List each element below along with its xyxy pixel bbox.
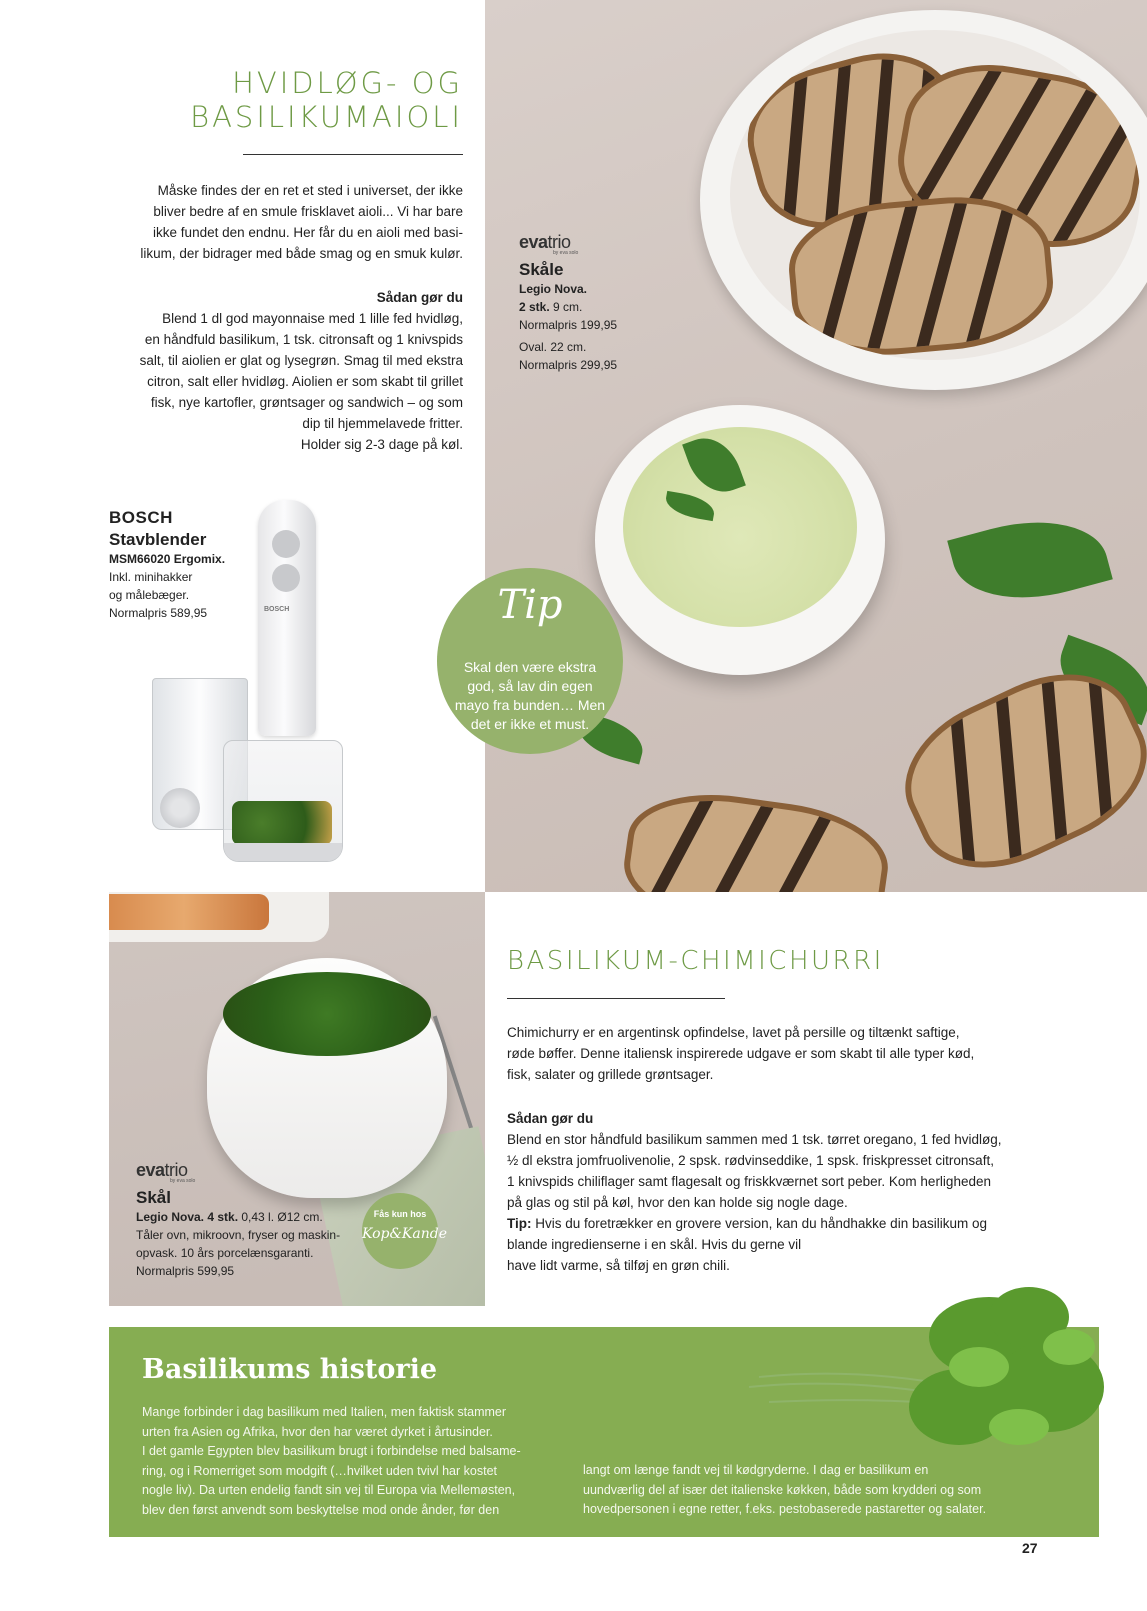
aioli-method: Blend 1 dl god mayonnaise med 1 lille fed hvidløg, en håndfuld basilikum, 1 tsk. citronsaft og 1 knivspids salt, til aiolien er glat og lysegrøn. Smag til med ekstra citron, salt eller hvidløg. Aiolien er som skabt til grillet fisk, nye kartofler, grøntsager og sandwich – og som dip til hjemmelavede fritter. Holder sig 2-3 dage på køl. [139, 311, 463, 452]
photo-aioli-bread [485, 0, 1147, 892]
history-col1: Mange forbinder i dag basilikum med Italien, men faktisk stammer urten fra Asien og Afrika, hvor den har været dyrket i årtusinder. I det gamle Egypten blev basilikum brugt i forbindelse med balsame- ring, og i Romerriget som modgift (…hvilket uden tvivl har kostet nogle liv). Da urten endelig fandt sin vej til Europa via Mellemøsten, blev den først anvendt som beskyttelse mod onde ånder, før den [142, 1405, 521, 1517]
aioli-title-rule [243, 154, 463, 155]
aioli-title [63, 66, 463, 134]
aioli-method-heading: Sådan gør du [376, 290, 463, 305]
product-skal: evatrio by eva solo Skål Legio Nova. 4 stk. 0,43 l. Ø12 cm. Tåler ovn, mikroovn, fryser og maskin- opvask. 10 års porcelænsgaranti. Normalpris 599,95 [136, 1160, 366, 1280]
chimichurri-intro: Chimichurry er en argentinsk opfindelse, lavet på persille og tiltænkt saftige, røde bøffer. Denne italiensk inspirerede udgave er som skabt til alle typer kød, fisk, salater og grillede grøntsager. [507, 1025, 975, 1082]
tip-title: Tip [497, 582, 563, 628]
evatrio-logo: evatrio [136, 1160, 188, 1180]
chimichurri-title: BASILIKUM-CHIMICHURRI [507, 946, 884, 976]
product-name: Skåle [519, 260, 564, 279]
aioli-title-line: HVIDLØG- OG [232, 66, 463, 100]
history-col2: langt om længe fandt vej til kødgryderne. I dag er basilikum en uundværlig del af især det italienske køkken, både som krydderi og som hovedpersonen i egne retter, f.eks. pestobaserede pastaretter og salater. [583, 1463, 987, 1516]
chopper-blade [160, 788, 200, 828]
kopkande-badge: Fås kun hos Kop&Kande [362, 1193, 438, 1269]
aioli-sauce [623, 427, 857, 627]
bosch-logo: BOSCH [109, 508, 173, 527]
basil-leaf [947, 502, 1113, 618]
product-name: Stavblender [109, 530, 207, 549]
product-name: Skål [136, 1188, 171, 1207]
aioli-title-line: BASILIKUMAIOLI [190, 100, 463, 134]
history-title: Basilikums historie [142, 1354, 438, 1385]
chimichurri-method-heading: Sådan gør du [507, 1111, 594, 1126]
basil-sprig-image [729, 1277, 1109, 1467]
chimichurri-method: Blend en stor håndfuld basilikum sammen med 1 tsk. tørret oregano, 1 fed hvidløg, ½ dl ekstra jomfruolivenolie, 2 spsk. rødvinseddike, 1 spsk. friskpresset citronsaft, 1 knivspids chiliflager samt flagesalt og friskkværnet sort peber. Kom herligheden på glas og stil på køl, hvor den kan holde sig nogle dage. Tip: Hvis du foretrækker en grovere version, kan du håndhakke din basilikum og blande ingredienserne i en skål. Hvis du gerne vil have lidt varme, så tilføj en grøn chili. [507, 1132, 1002, 1273]
mini-chopper [223, 740, 343, 862]
hand-blender: BOSCH [258, 500, 316, 736]
grilled-bread [617, 782, 895, 892]
chimichurri-sauce [223, 972, 431, 1056]
page-number: 27 [1022, 1540, 1038, 1556]
aioli-intro: Måske findes der en ret et sted i universet, der ikke bliver bedre af en smule frisklavet aioli... Vi har bare ikke fundet den endnu. Her får du en aioli med basi- likum, der bidrager med både smag og en smuk kulør. [140, 183, 463, 261]
history-box [109, 1327, 1099, 1537]
grilled-bread [882, 646, 1147, 892]
product-blender: BOSCH Stavblender MSM66020 Ergomix. Inkl. minihakker og målebæger. Normalpris 589,95 [109, 508, 249, 622]
tip-circle [437, 568, 623, 754]
product-skale: evatrio by eva solo Skåle Legio Nova. 2 stk. 9 cm. Normalpris 199,95 Oval. 22 cm. Normalpris 299,95 [519, 232, 669, 374]
tip-text: Skal den være ekstra god, så lav din egen mayo fra bunden… Men det er ikke et must. [454, 659, 606, 732]
oval-dish [700, 10, 1147, 390]
ramekin-bowl [595, 405, 885, 675]
evatrio-logo: evatrio [519, 232, 571, 252]
chimichurri-title-rule [507, 998, 725, 999]
